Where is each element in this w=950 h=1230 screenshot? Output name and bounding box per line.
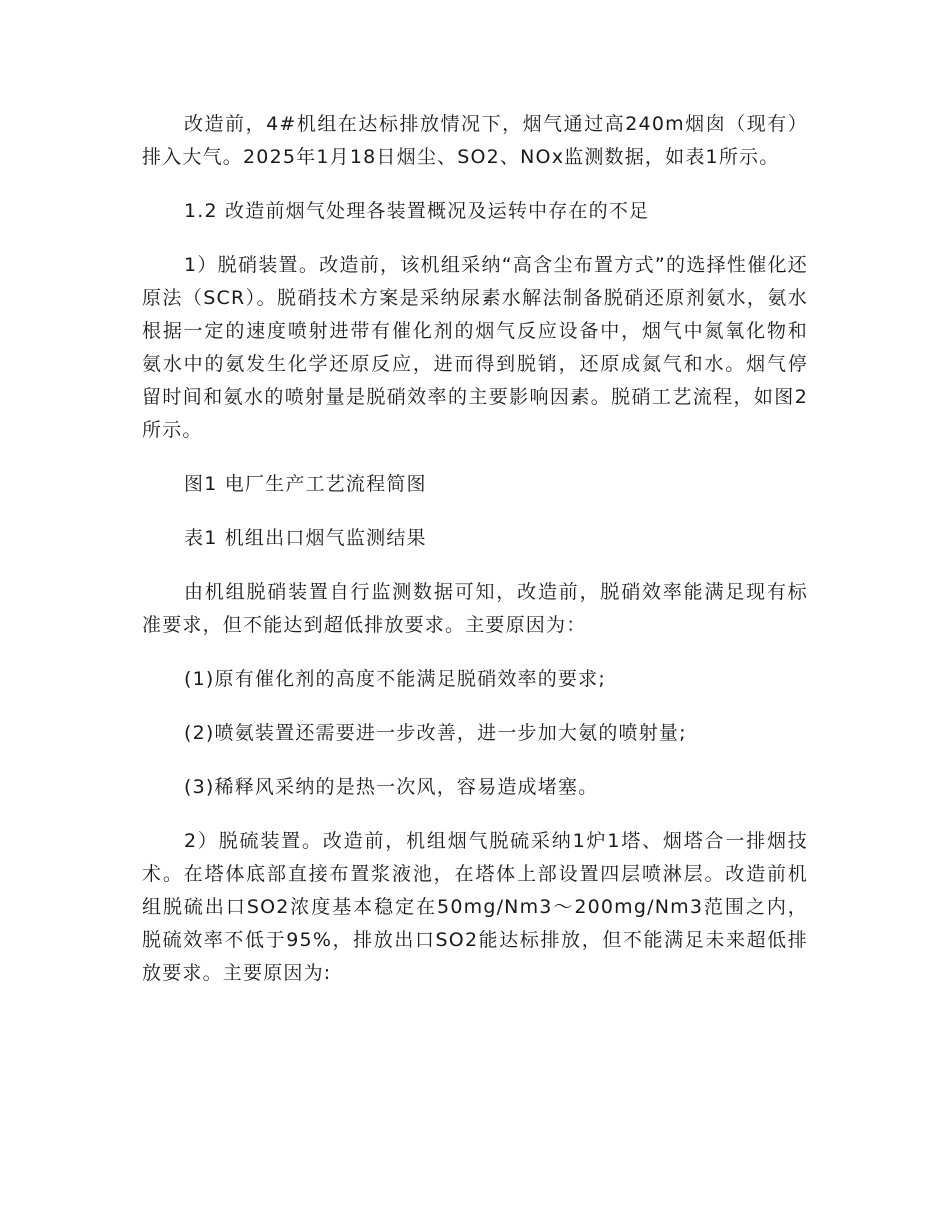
- document-page: [142, 108, 808, 990]
- paragraph-emission-intro: 改造前，4#机组在达标排放情况下，烟气通过高240m烟囱（现有）排入大气。2025年1月18日烟尘、SO2、NOx监测数据，如表1所示。: [142, 113, 808, 168]
- list-item-reason-3: (3)稀释风采纳的是热一次风，容易造成堵塞。: [184, 776, 599, 798]
- section-heading-1-2: 1.2 改造前烟气处理各装置概况及运转中存在的不足: [184, 200, 650, 222]
- paragraph-denitration-conclusion: 由机组脱硝装置自行监测数据可知，改造前，脱硝效率能满足现有标准要求，但不能达到超低排放要求。主要原因为：: [142, 581, 808, 636]
- table-caption-1: 表1 机组出口烟气监测结果: [184, 527, 427, 549]
- figure-caption-1: 图1 电厂生产工艺流程简图: [184, 473, 427, 495]
- list-item-reason-1: (1)原有催化剂的高度不能满足脱硝效率的要求;: [184, 668, 606, 690]
- paragraph-denitration: 1）脱硝装置。改造前，该机组采纳“高含尘布置方式”的选择性催化还原法（SCR）。脱硝技术方案是采纳尿素水解法制备脱硝还原剂氨水，氨水根据一定的速度喷射进带有催化剂的烟气反应设备中，烟气中氮氧化物和氨水中的氨发生化学还原反应，进而得到脱销，还原成氮气和水。烟气停留时间和氨水的喷射量是脱硝效率的主要影响因素。脱硝工艺流程，如图2所示。: [142, 254, 808, 441]
- list-item-reason-2: (2)喷氨装置还需要进一步改善，进一步加大氨的喷射量;: [184, 722, 687, 744]
- paragraph-desulfurization: 2）脱硫装置。改造前，机组烟气脱硫采纳1炉1塔、烟塔合一排烟技术。在塔体底部直接布置浆液池，在塔体上部设置四层喷淋层。改造前机组脱硫出口SO2浓度基本稳定在50mg/Nm3～200mg/Nm3范围之内，脱硫效率不低于95%，排放出口SO2能达标排放，但不能满足未来超低排放要求。主要原因为:: [142, 830, 808, 984]
